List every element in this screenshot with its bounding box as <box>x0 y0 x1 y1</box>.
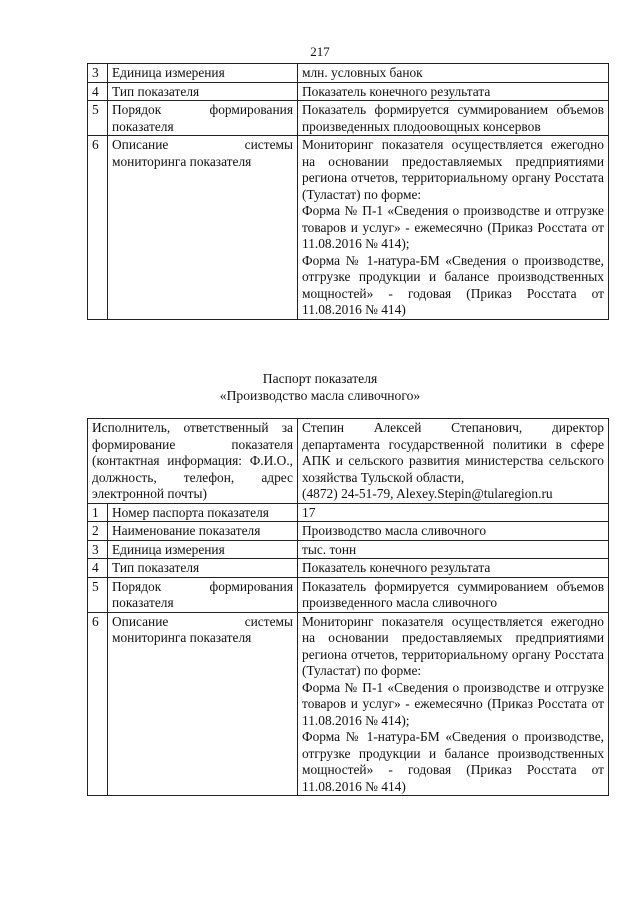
row-label: Порядок формирования показателя <box>108 577 298 612</box>
table-row <box>88 82 609 101</box>
row-value: тыс. тонн <box>298 540 609 559</box>
row-label: Тип показателя <box>108 82 298 101</box>
row-label: Единица измерения <box>108 540 298 559</box>
row-value: Показатель конечного результата <box>298 82 609 101</box>
heading-line-1: Паспорт показателя <box>262 371 378 386</box>
table-row <box>88 559 609 578</box>
table-row <box>88 612 609 796</box>
executor-row <box>88 419 609 504</box>
passport-table-continued <box>87 63 609 320</box>
executor-name: Степин Алексей Степанович, директор департамента государственной политики в сфере АПК и сельского развития министерства сельского хозяйства Тульской области, <box>302 420 605 485</box>
row-value: Показатель формируется суммированием объемов произведенных плодоовощных консервов <box>298 101 609 136</box>
monitoring-paragraph: Мониторинг показателя осуществляется ежегодно на основании предоставляемых предприятиями региона отчетов, территориальному органу Росстата (Туластат) по форме: <box>302 613 605 678</box>
table-row <box>88 136 609 320</box>
monitoring-paragraph: Форма № 1-натура-БМ «Сведения о производстве, отгрузке продукции и балансе производственных мощностей» - годовая (Приказ Росстата от 11.08.2016 № 414) <box>302 729 605 794</box>
monitoring-paragraph: Мониторинг показателя осуществляется ежегодно на основании предоставляемых предприятиями региона отчетов, территориальному органу Росстата (Туластат) по форме: <box>302 137 604 202</box>
row-value: млн. условных банок <box>298 64 609 83</box>
row-label: Тип показателя <box>108 559 298 578</box>
row-value: Показатель формируется суммированием объемов произведенного масла сливочного <box>298 577 609 612</box>
row-label: Порядок формирования показателя <box>108 101 298 136</box>
row-value <box>298 136 609 320</box>
passport-heading <box>0 370 640 404</box>
table-row <box>88 64 609 83</box>
row-value: Показатель конечного результата <box>298 559 609 578</box>
row-label: Описание системы мониторинга показателя <box>108 136 298 320</box>
table-row <box>88 503 609 522</box>
monitoring-paragraph: Форма № П-1 «Сведения о производстве и отгрузке товаров и услуг» - ежемесячно (Приказ Росстата от 11.08.2016 № 414); <box>302 679 605 728</box>
row-number: 3 <box>88 540 108 559</box>
executor-contact: (4872) 24-51-79, Alexey.Stepin@tularegion.ru <box>302 486 553 501</box>
executor-label: Исполнитель, ответственный за формирование показателя (контактная информация: Ф.И.О., должность, телефон, адрес электронной почты) <box>88 419 298 504</box>
row-number: 1 <box>88 503 108 522</box>
row-number: 4 <box>88 82 108 101</box>
row-label: Наименование показателя <box>108 522 298 541</box>
row-number: 5 <box>88 101 108 136</box>
heading-line-2: «Производство масла сливочного» <box>219 388 421 403</box>
table-row <box>88 540 609 559</box>
monitoring-paragraph: Форма № П-1 «Сведения о производстве и отгрузке товаров и услуг» - ежемесячно (Приказ Росстата от 11.08.2016 № 414); <box>302 203 604 251</box>
table-row <box>88 522 609 541</box>
row-value: 17 <box>298 503 609 522</box>
row-number: 5 <box>88 577 108 612</box>
row-label: Единица измерения <box>108 64 298 83</box>
monitoring-paragraph: Форма № 1-натура-БМ «Сведения о производстве, отгрузке продукции и балансе производственных мощностей» - годовая (Приказ Росстата от 11.08.2016 № 414) <box>302 252 604 317</box>
page-number: 217 <box>310 44 330 59</box>
row-value <box>298 612 609 796</box>
row-number: 6 <box>88 136 108 320</box>
row-label: Описание системы мониторинга показателя <box>108 612 298 796</box>
executor-value <box>298 419 609 504</box>
row-label: Номер паспорта показателя <box>108 503 298 522</box>
table-row <box>88 101 609 136</box>
row-value: Производство масла сливочного <box>298 522 609 541</box>
table-row <box>88 577 609 612</box>
passport-table <box>87 418 609 796</box>
row-number: 4 <box>88 559 108 578</box>
row-number: 6 <box>88 612 108 796</box>
row-number: 2 <box>88 522 108 541</box>
row-number: 3 <box>88 64 108 83</box>
